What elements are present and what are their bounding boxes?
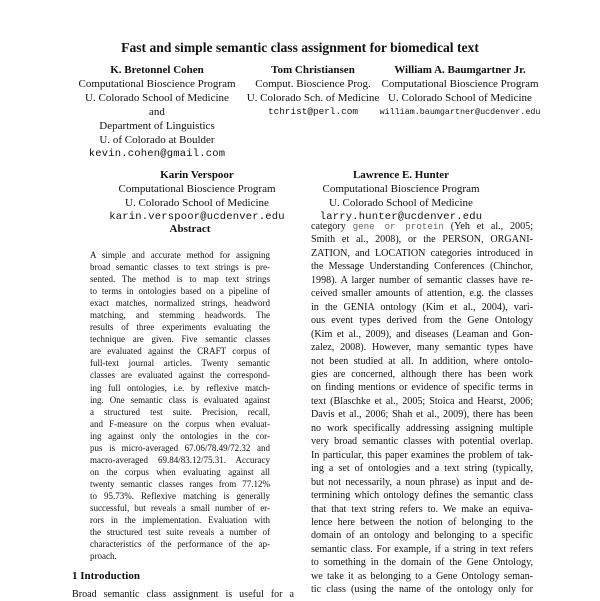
intro-paragraph: [72, 588, 294, 601]
author-affiliation: U. Colorado School of Medicine: [388, 92, 532, 104]
text-line: results of three experiments evaluating the: [90, 322, 270, 333]
text-line: to something in the domain of the Gene Ontology,: [311, 557, 533, 569]
text-line: ing a set of ontologies and a text string (typically,: [311, 463, 533, 475]
text-line: domain of an ontology and belonging to a specific: [311, 530, 533, 542]
author-email[interactable]: tchrist@perl.com: [267, 106, 358, 117]
text-line: the structured test suite reveals a number of: [90, 527, 270, 538]
author-affiliation: and: [149, 106, 165, 118]
text-line: ZATION, and LOCATION categories introduced in: [311, 247, 533, 259]
author-email[interactable]: kevin.cohen@gmail.com: [88, 148, 226, 160]
text-line: Smith et al., 2008), or the PERSON, ORGANI-: [311, 234, 533, 246]
text-line: twenty semantic classes ranges from 77.12%: [90, 478, 270, 489]
text-line: very broad semantic classes with potential overlap.: [311, 436, 533, 448]
text-line: ous event types derived from the Gene Ontology: [311, 315, 533, 327]
text-line: matching, and stemming headwords. The: [90, 310, 270, 321]
author-affiliation: Computational Bioscience Program: [78, 78, 236, 90]
paper-title: Fast and simple semantic class assignment for biomedical text: [121, 40, 479, 55]
text-line: ing. One semantic class is evaluated against: [90, 394, 270, 405]
author-affiliation: U. Colorado School of Medicine: [329, 197, 473, 209]
text-line: to 95.73%. Reflexive matching is generally: [90, 490, 270, 501]
text-line: semantic class. For example, if a string in text refers: [311, 543, 533, 555]
author-affiliation: Computational Bioscience Program: [118, 183, 276, 195]
text-line: exact matches, normalized strings, headword: [90, 298, 270, 309]
text-line: [311, 220, 533, 233]
author-affiliation: Computational Bioscience Program: [322, 183, 480, 195]
text-line: pus is micro-averaged 67.06/78.49/72.32 and: [90, 442, 270, 453]
text-line: a structured test suite. Precision, recall,: [90, 406, 270, 417]
author-name: Lawrence E. Hunter: [352, 169, 450, 181]
abstract-heading: Abstract: [169, 223, 211, 235]
text-line: successful, but reveals a small number of er-: [90, 502, 270, 513]
author-affiliation: Department of Linguistics: [99, 120, 215, 132]
text-fragment: (Yeh et al., 2005;: [443, 221, 533, 232]
text-line: classes are evaluated against the correspond-: [90, 370, 270, 381]
text-line: Davis et al., 2006; Shah et al., 2009), there has been: [311, 409, 533, 421]
author-block-cohen: [52, 63, 262, 161]
text-line: the Message Understanding Conferences (Chinchor,: [311, 261, 533, 273]
text-line: termining which ontology defines the semantic class: [311, 490, 533, 502]
text-line: ing full ontologies, i.e. by reflexive match-: [90, 382, 270, 393]
text-line: A simple and accurate method for assigning: [90, 250, 270, 260]
right-column-text: [311, 220, 533, 597]
text-line: broad semantic classes to text strings is pre-: [90, 262, 270, 273]
text-line: proach.: [90, 551, 117, 562]
author-name: William A. Baumgartner Jr.: [394, 64, 526, 76]
text-line: (Kim et al., 2009), and diseases (Leaman and Gon-: [311, 328, 533, 340]
text-line: Broad semantic class assignment is useful for a: [72, 589, 294, 600]
author-name: K. Bretonnel Cohen: [110, 64, 204, 76]
inline-code-term: gene or protein: [352, 221, 444, 232]
text-line: but not necessarily, a noun phrase) as input and de-: [311, 476, 533, 488]
text-line: on finding mentions or evidence of specific terms in: [311, 382, 533, 394]
text-line: technique are given. Five semantic classes: [90, 334, 270, 345]
text-line: sented. The method is to map text strings: [90, 274, 270, 285]
author-affiliation: Comput. Bioscience Prog.: [255, 78, 371, 90]
abstract-body: [90, 249, 270, 562]
text-line: zalez, 2008). However, many semantic types have: [311, 342, 533, 354]
text-line: full-text journal articles. Twenty semantic: [90, 358, 270, 369]
author-affiliation: U. of Colorado at Boulder: [99, 134, 215, 146]
text-line: ceived smaller amounts of attention, e.g. the classes: [311, 288, 533, 300]
text-fragment: category: [311, 221, 353, 232]
text-line: no work specifically addressing assigning multiple: [311, 422, 533, 434]
text-line: text (Blaschke et al., 2005; Stoica and Hearst, 2006;: [311, 395, 533, 407]
text-line: characteristics of the performance of the ap-: [90, 539, 270, 550]
author-name: Karin Verspoor: [160, 169, 234, 181]
text-line: to terms in ontologies based on a pipeline of: [90, 286, 270, 297]
text-line: gies are concerned, although there has been work: [311, 368, 533, 380]
text-line: 1998). A larger number of semantic classes have re-: [311, 274, 533, 286]
text-line: ing against only the ontologies in the cor-: [90, 430, 270, 441]
author-affiliation: U. Colorado Sch. of Medicine: [246, 92, 380, 104]
text-line: rors in the implementation. Evaluation with: [90, 515, 270, 526]
section-heading-introduction: 1 Introduction: [72, 570, 140, 582]
text-line: lence here between the notion of belonging to the: [311, 516, 533, 528]
author-affiliation: U. Colorado School of Medicine: [125, 197, 269, 209]
author-block-baumgartner: [362, 63, 558, 119]
text-line: and F-measure on the corpus when evaluat-: [90, 418, 270, 429]
author-email[interactable]: william.baumgartner@ucdenver.edu: [379, 107, 541, 117]
author-affiliation: Computational Bioscience Program: [381, 78, 539, 90]
text-line: not been studied at all. In addition, where ontolo-: [311, 355, 533, 367]
author-affiliation: U. Colorado School of Medicine: [85, 92, 229, 104]
author-email[interactable]: karin.verspoor@ucdenver.edu: [109, 211, 285, 223]
text-line: we take it as belonging to a Gene Ontology seman-: [311, 570, 533, 582]
author-email[interactable]: larry.hunter@ucdenver.edu: [319, 211, 483, 223]
author-block-verspoor: [92, 168, 302, 224]
text-line: macro-averaged 69.84/83.12/75.31. Accuracy: [90, 454, 270, 465]
text-line: are evaluated against the CRAFT corpus of: [90, 346, 270, 357]
text-line: in the GENIA ontology (Kim et al., 2004), vari-: [311, 301, 533, 313]
text-line: that that text string refers to. We make an equiva-: [311, 503, 533, 515]
author-name: Tom Christiansen: [271, 64, 355, 76]
text-line: In particular, this paper examines the problem of tak-: [311, 449, 533, 461]
author-block-hunter: [296, 168, 506, 224]
text-line: tic class (using the name of the ontology only for: [311, 584, 533, 596]
text-line: on the corpus when evaluating against all: [90, 466, 270, 477]
